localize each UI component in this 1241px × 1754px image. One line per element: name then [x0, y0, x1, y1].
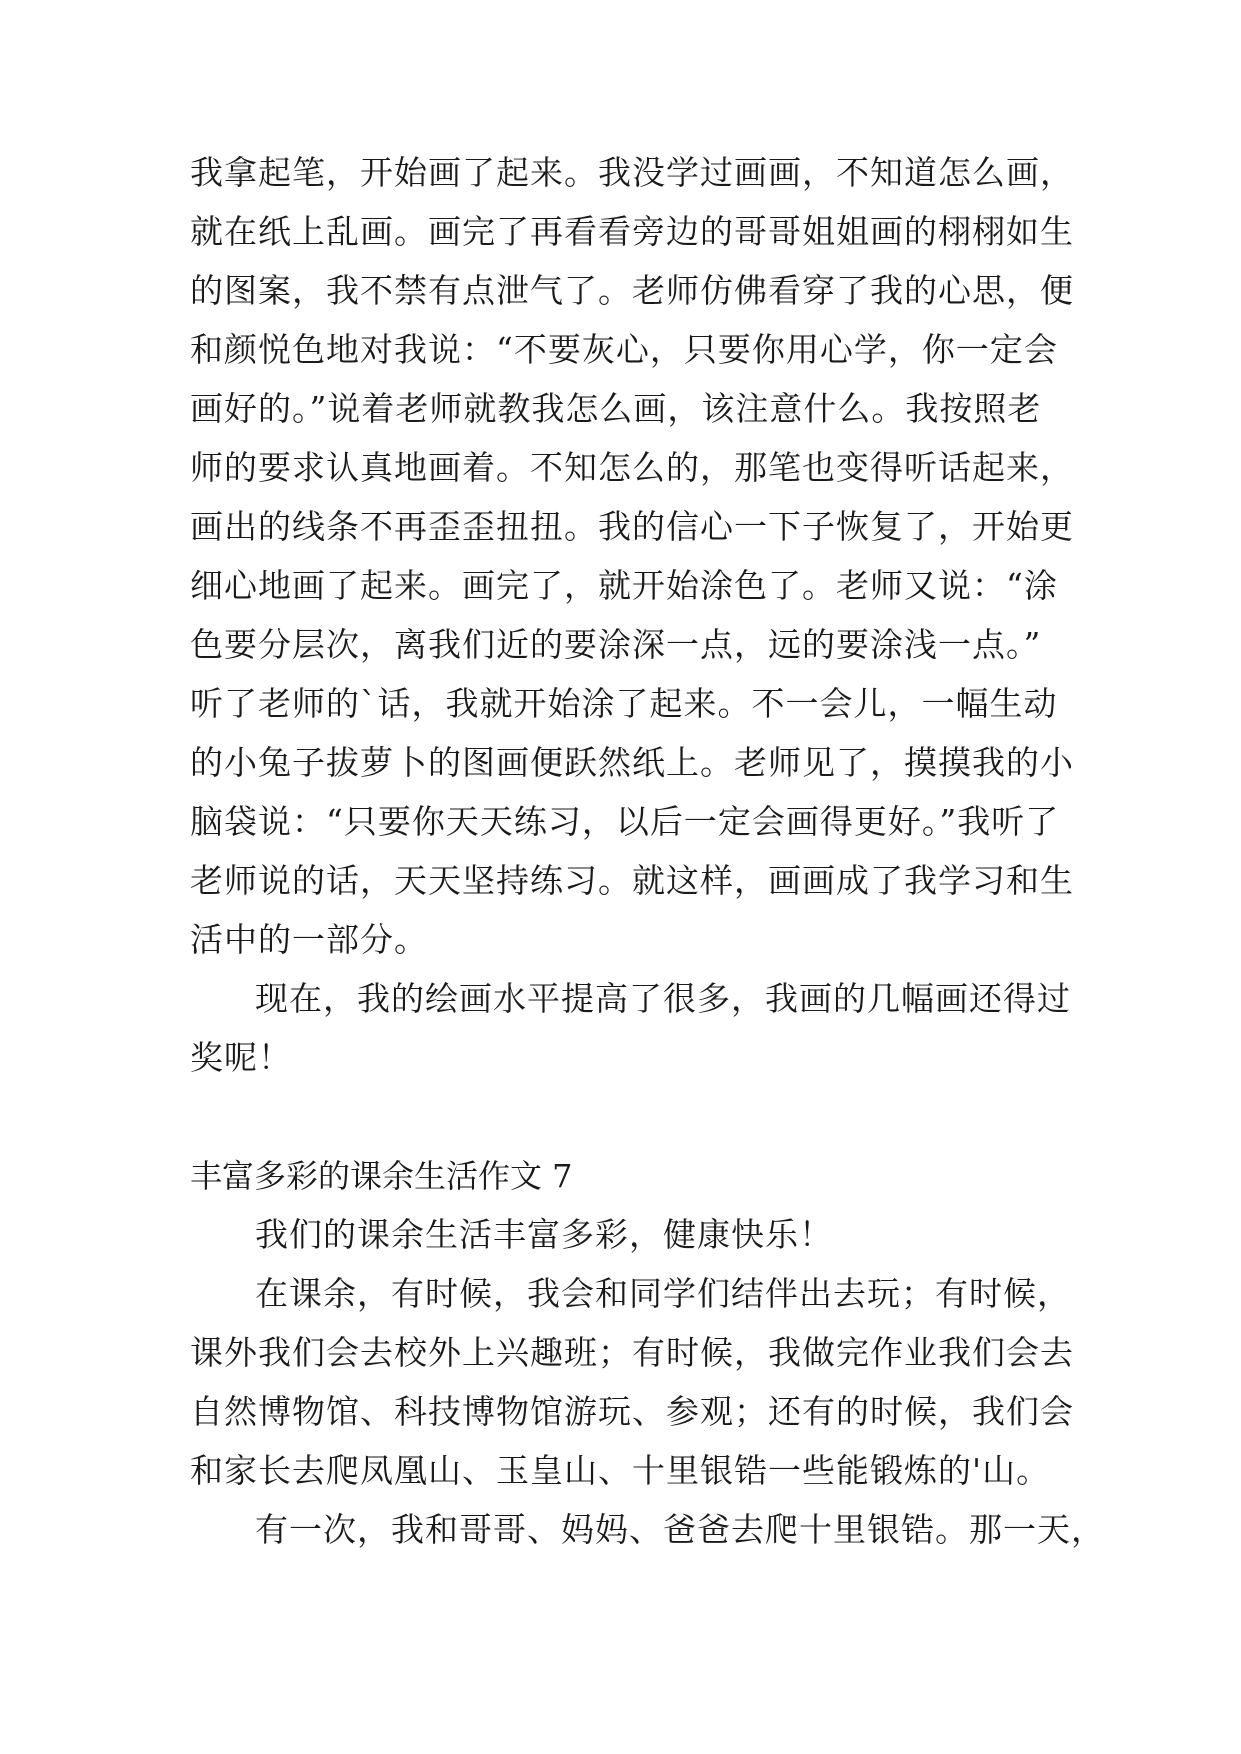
paragraph-2-line-1: 现在，我的绘画水平提高了很多，我画的几幅画还得过 [255, 979, 1071, 1018]
paragraph-4-line-4: 和家长去爬凤凰山、玉皇山、十里银锆一些能锻炼的'山。 [190, 1451, 1051, 1490]
paragraph-4-line-3: 自然博物馆、科技博物馆游玩、参观；还有的时候，我们会 [190, 1392, 1074, 1431]
paragraph-4-line-1: 在课余，有时候，我会和同学们结伴出去玩；有时候， [255, 1274, 1071, 1313]
paragraph-1-line-8: 细心地画了起来。画完了，就开始涂色了。老师又说：“涂 [190, 566, 1058, 605]
paragraph-3-line-1: 我们的课余生活丰富多彩，健康快乐！ [255, 1215, 833, 1254]
section-heading: 丰富多彩的课余生活作文 7 [190, 1157, 573, 1195]
paragraph-1-line-10: 听了老师的`话，我就开始涂了起来。不一会儿，一幅生动 [190, 684, 1058, 723]
paragraph-1-line-6: 师的要求认真地画着。不知怎么的，那笔也变得听话起来， [190, 448, 1074, 487]
paragraph-5-line-1: 有一次，我和哥哥、妈妈、爸爸去爬十里银锆。那一天， [255, 1510, 1105, 1549]
paragraph-4-line-2: 课外我们会去校外上兴趣班；有时候，我做完作业我们会去 [190, 1333, 1074, 1372]
paragraph-1-line-3: 的图案，我不禁有点泄气了。老师仿佛看穿了我的心思，便 [190, 271, 1074, 310]
paragraph-1-line-13: 老师说的话，天天坚持练习。就这样，画画成了我学习和生 [190, 861, 1074, 900]
paragraph-1-line-4: 和颜悦色地对我说：“不要灰心，只要你用心学，你一定会 [190, 330, 1058, 369]
paragraph-2-line-2: 奖呢！ [190, 1038, 292, 1077]
paragraph-1-line-7: 画出的线条不再歪歪扭扭。我的信心一下子恢复了，开始更 [190, 507, 1074, 546]
paragraph-1-line-11: 的小兔子拔萝卜的图画便跃然纸上。老师见了，摸摸我的小 [190, 743, 1074, 782]
paragraph-1-line-14: 活中的一部分。 [190, 920, 428, 959]
paragraph-1-line-12: 脑袋说：“只要你天天练习，以后一定会画得更好。”我听了 [190, 802, 1060, 841]
paragraph-1-line-5: 画好的。”说着老师就教我怎么画，该注意什么。我按照老 [190, 389, 1042, 428]
paragraph-1-line-9: 色要分层次，离我们近的要涂深一点，远的要涂浅一点。” [190, 625, 1042, 664]
paragraph-1-line-1: 我拿起笔，开始画了起来。我没学过画画，不知道怎么画， [190, 153, 1074, 192]
paragraph-1-line-2: 就在纸上乱画。画完了再看看旁边的哥哥姐姐画的栩栩如生 [190, 212, 1074, 251]
